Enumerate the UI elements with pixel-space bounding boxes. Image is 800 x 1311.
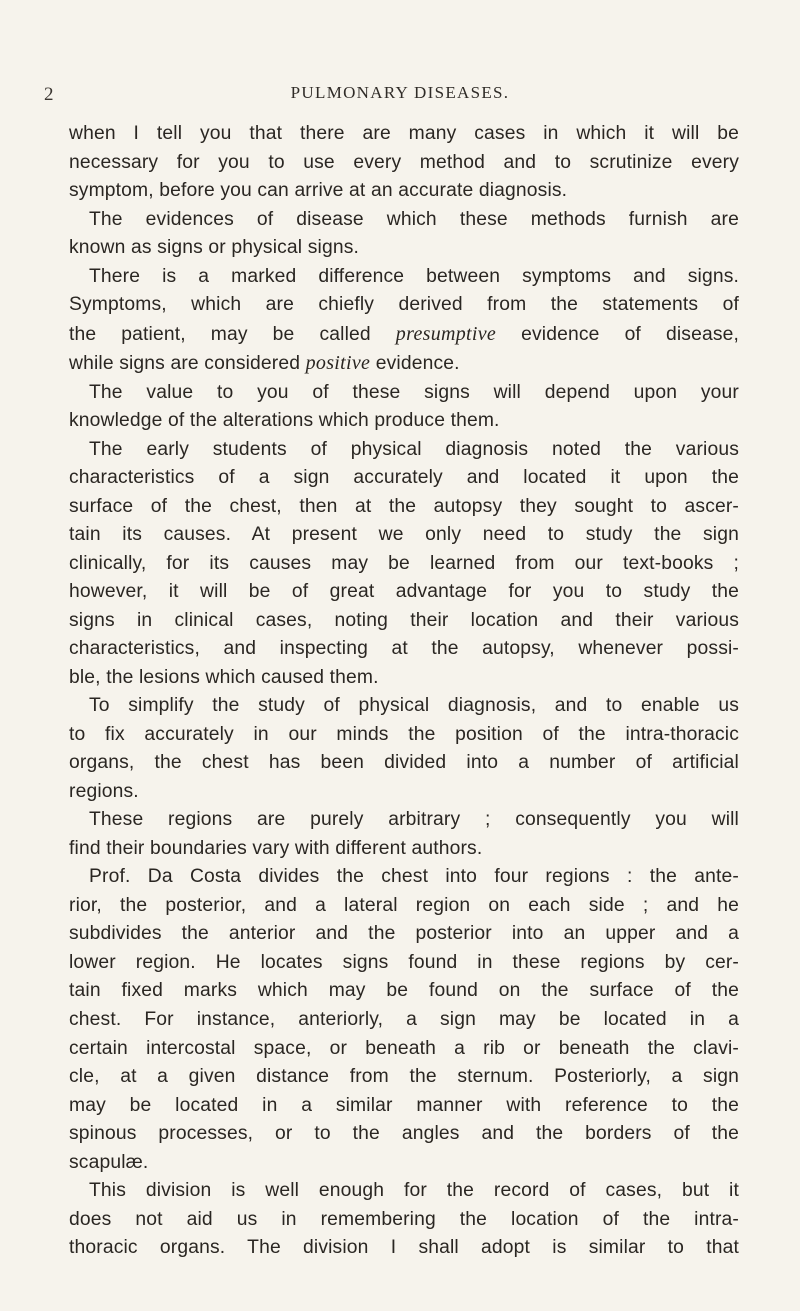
text-line: To simplify the study of physical diagnosis, and to enable us xyxy=(89,695,739,717)
text-line: known as signs or physical signs. xyxy=(69,237,360,259)
text-line: Symptoms, which are chiefly derived from the statements of xyxy=(69,294,739,316)
page-number: 2 xyxy=(44,84,54,105)
text-line: knowledge of the alterations which produce them. xyxy=(69,410,500,432)
text-line xyxy=(69,349,739,379)
text-line: These regions are purely arbitrary ; consequently you will xyxy=(89,809,739,831)
paragraph xyxy=(69,379,739,436)
text-line xyxy=(69,320,739,350)
text-line: characteristics, and inspecting at the autopsy, whenever possi- xyxy=(69,638,739,660)
paragraph xyxy=(69,120,739,206)
text-line: may be located in a similar manner with reference to the xyxy=(69,1094,739,1116)
text-line: signs in clinical cases, noting their location and their various xyxy=(69,609,739,631)
text-line: This division is well enough for the record of cases, but it xyxy=(89,1180,739,1202)
text-line: tain its causes. At present we only need to study the sign xyxy=(69,524,739,546)
italic-term: positive xyxy=(305,352,371,375)
text-line: clinically, for its causes may be learned from our text-books ; xyxy=(69,552,739,574)
text-line: subdivides the anterior and the posterior into an upper and a xyxy=(69,923,739,945)
text-line: necessary for you to use every method and to scrutinize every xyxy=(69,151,739,173)
text-run: evidence. xyxy=(370,353,460,375)
text-run: evidence of disease, xyxy=(496,323,739,345)
text-line: does not aid us in remembering the location of the intra- xyxy=(69,1208,739,1230)
text-line: however, it will be of great advantage for you to study the xyxy=(69,581,739,603)
text-line: cle, at a given distance from the sternum. Posteriorly, a sign xyxy=(69,1066,739,1088)
running-head: PULMONARY DISEASES. xyxy=(290,83,510,102)
paragraph xyxy=(69,692,739,806)
text-line: when I tell you that there are many cases in which it will be xyxy=(69,123,739,144)
text-line: ble, the lesions which caused them. xyxy=(69,666,379,688)
text-line: symptom, before you can arrive at an accurate diagnosis. xyxy=(69,180,568,202)
text-line: characteristics of a sign accurately and located it upon the xyxy=(69,467,739,489)
paragraph xyxy=(69,206,739,263)
text-line: tain fixed marks which may be found on the surface of the xyxy=(69,980,739,1002)
body-text xyxy=(69,120,739,1263)
paragraph xyxy=(69,806,739,863)
paragraph xyxy=(69,1177,739,1263)
italic-term: presumptive xyxy=(395,322,497,345)
text-line: Prof. Da Costa divides the chest into four regions : the ante- xyxy=(89,866,739,888)
text-line: chest. For instance, anteriorly, a sign may be located in a xyxy=(69,1008,739,1030)
text-line: regions. xyxy=(69,780,139,802)
text-run: the patient, may be called xyxy=(69,323,396,345)
text-line: find their boundaries vary with different authors. xyxy=(69,837,483,859)
text-run: while signs are considered xyxy=(69,353,306,375)
paragraph xyxy=(69,863,739,1177)
text-line: surface of the chest, then at the autopsy they sought to ascer- xyxy=(69,495,739,517)
text-line: certain intercostal space, or beneath a rib or beneath the clavi- xyxy=(69,1037,739,1059)
text-line: There is a marked difference between symptoms and signs. xyxy=(89,265,739,287)
text-line: to fix accurately in our minds the position of the intra-thoracic xyxy=(69,723,739,745)
text-line: thoracic organs. The division I shall adopt is similar to that xyxy=(69,1237,739,1259)
text-line: organs, the chest has been divided into a number of artificial xyxy=(69,752,739,774)
text-line: The evidences of disease which these methods furnish are xyxy=(89,208,739,230)
paragraph xyxy=(69,436,739,693)
text-line: spinous processes, or to the angles and the borders of the xyxy=(69,1123,739,1145)
text-line: lower region. He locates signs found in these regions by cer- xyxy=(69,951,739,973)
text-line: The value to you of these signs will depend upon your xyxy=(89,381,739,403)
paragraph xyxy=(69,263,739,379)
text-line: rior, the posterior, and a lateral region on each side ; and he xyxy=(69,894,739,916)
text-line: The early students of physical diagnosis noted the various xyxy=(89,438,739,460)
text-line: scapulæ. xyxy=(69,1151,149,1173)
